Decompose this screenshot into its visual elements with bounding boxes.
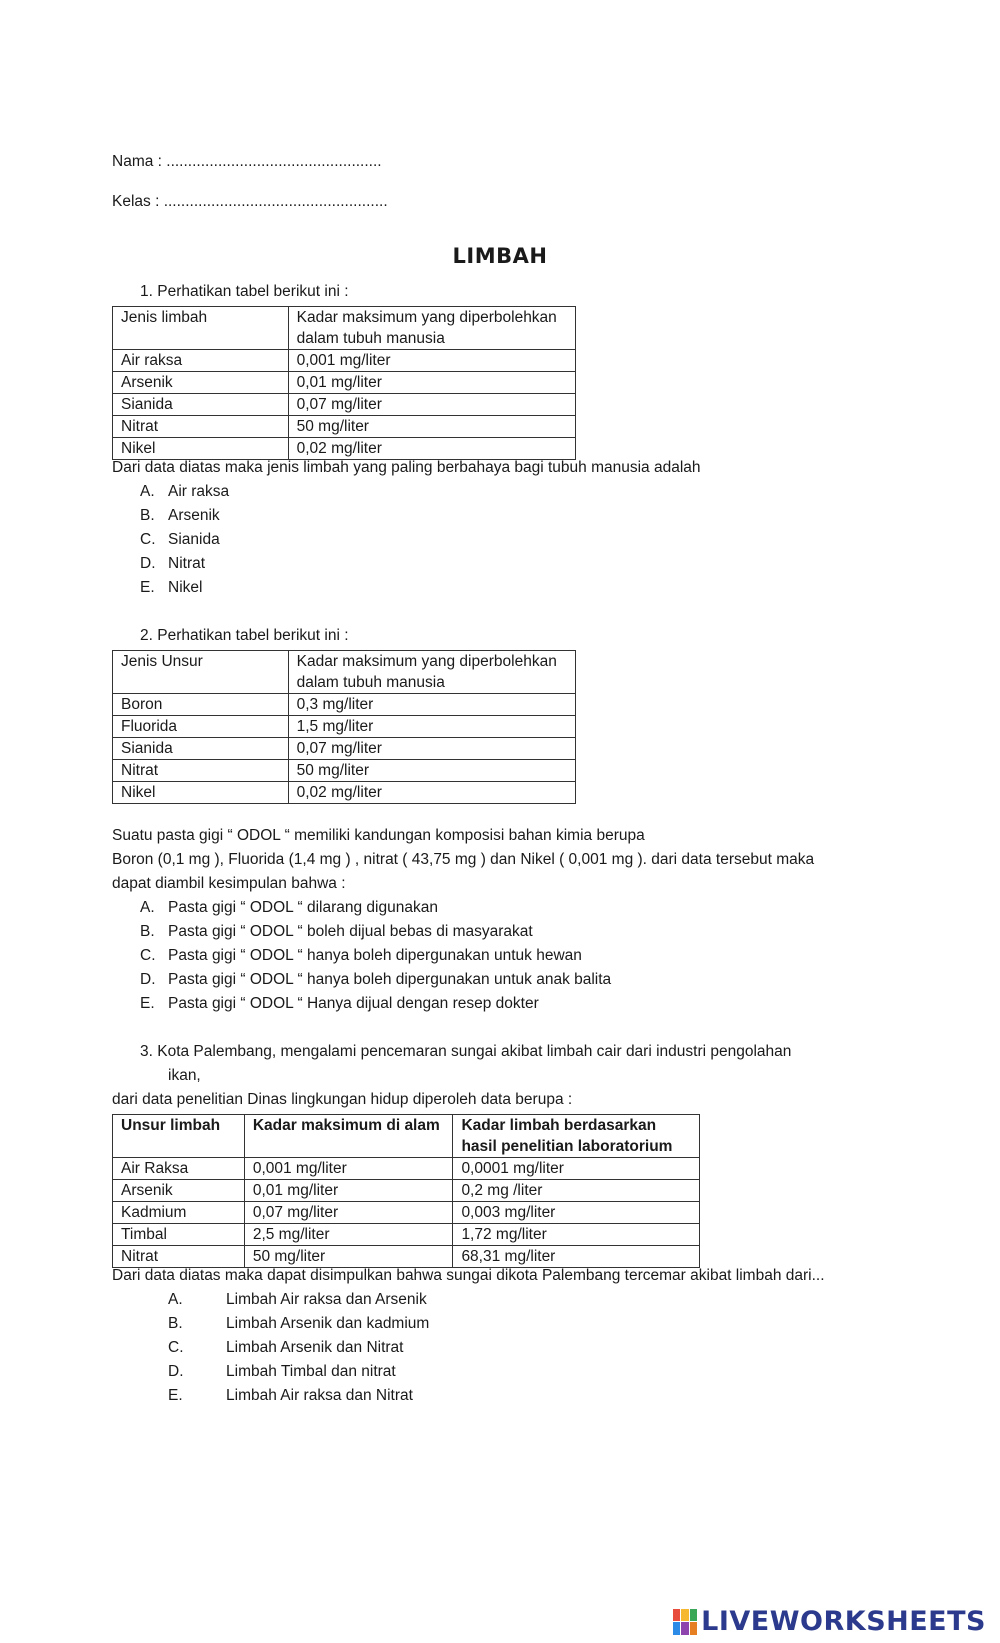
table-row xyxy=(113,760,576,782)
option-text: Nikel xyxy=(168,579,203,596)
q1-option-b[interactable] xyxy=(140,506,220,526)
q3-table xyxy=(112,1114,700,1268)
option-letter: A. xyxy=(168,1291,183,1308)
table-cell: Nitrat xyxy=(113,416,289,438)
table-cell: Fluorida xyxy=(113,716,289,738)
q2-question-line: Suatu pasta gigi “ ODOL “ memiliki kandungan komposisi bahan kimia berupa xyxy=(112,827,645,844)
option-letter: E. xyxy=(140,579,155,596)
option-letter: B. xyxy=(168,1315,183,1332)
name-field: Nama : .................................................. xyxy=(112,153,382,170)
table-cell: Arsenik xyxy=(113,1180,245,1202)
q2-option-d[interactable] xyxy=(140,970,611,990)
table-cell: Arsenik xyxy=(113,372,289,394)
table-cell: 0,02 mg/liter xyxy=(288,782,575,804)
liveworksheets-logo-icon xyxy=(673,1609,697,1635)
table-cell: 0,001 mg/liter xyxy=(244,1158,453,1180)
q3-option-b[interactable] xyxy=(168,1314,429,1334)
table-cell: Sianida xyxy=(113,738,289,760)
q2-option-e[interactable] xyxy=(140,994,539,1014)
option-text: Limbah Air raksa dan Arsenik xyxy=(226,1291,427,1308)
table-cell: 1,72 mg/liter xyxy=(453,1224,700,1246)
table-header-cell: Kadar limbah berdasarkan hasil penelitian laboratorium xyxy=(453,1115,700,1158)
option-letter: C. xyxy=(168,1339,184,1356)
table-cell: 0,001 mg/liter xyxy=(288,350,575,372)
table-row xyxy=(113,394,576,416)
liveworksheets-brand[interactable] xyxy=(673,1606,986,1637)
option-text: Arsenik xyxy=(168,507,220,524)
table-cell: Nitrat xyxy=(113,1246,245,1268)
option-text: Nitrat xyxy=(168,555,206,572)
table-header-cell: Kadar maksimum yang diperbolehkan dalam tubuh manusia xyxy=(288,307,575,350)
table-cell: 0,3 mg/liter xyxy=(288,694,575,716)
table-header-cell: Kadar maksimum yang diperbolehkan dalam tubuh manusia xyxy=(288,651,575,694)
table-cell: Timbal xyxy=(113,1224,245,1246)
table-row xyxy=(113,1224,700,1246)
option-letter: C. xyxy=(140,947,156,964)
table-header-cell: Jenis limbah xyxy=(113,307,289,350)
table-cell: Sianida xyxy=(113,394,289,416)
table-cell: 0,01 mg/liter xyxy=(244,1180,453,1202)
table-cell: 50 mg/liter xyxy=(288,760,575,782)
option-letter: B. xyxy=(140,923,155,940)
q3-intro-data: dari data penelitian Dinas lingkungan hidup diperoleh data berupa : xyxy=(112,1091,573,1108)
table-row xyxy=(113,738,576,760)
table-cell: 0,0001 mg/liter xyxy=(453,1158,700,1180)
table-cell: 50 mg/liter xyxy=(288,416,575,438)
option-text: Pasta gigi “ ODOL “ boleh dijual bebas di masyarakat xyxy=(168,923,533,940)
page-title: LIMBAH xyxy=(452,244,548,268)
option-letter: A. xyxy=(140,899,155,916)
table-cell: 0,07 mg/liter xyxy=(288,738,575,760)
table-header-cell: Kadar maksimum di alam xyxy=(244,1115,453,1158)
table-header-row xyxy=(113,1115,700,1158)
option-letter: C. xyxy=(140,531,156,548)
option-text: Limbah Arsenik dan Nitrat xyxy=(226,1339,404,1356)
q1-option-a[interactable] xyxy=(140,482,229,502)
option-letter: D. xyxy=(140,971,156,988)
q3-intro-cont: ikan, xyxy=(168,1067,201,1084)
option-letter: D. xyxy=(140,555,156,572)
option-text: Pasta gigi “ ODOL “ hanya boleh dipergunakan untuk hewan xyxy=(168,947,582,964)
table-row xyxy=(113,1180,700,1202)
q2-option-a[interactable] xyxy=(140,898,438,918)
table-cell: 1,5 mg/liter xyxy=(288,716,575,738)
q3-option-e[interactable] xyxy=(168,1386,413,1406)
option-letter: B. xyxy=(140,507,155,524)
table-cell: 0,02 mg/liter xyxy=(288,438,575,460)
table-header-cell: Unsur limbah xyxy=(113,1115,245,1158)
table-cell: Nikel xyxy=(113,782,289,804)
table-row xyxy=(113,438,576,460)
table-row xyxy=(113,694,576,716)
option-letter: D. xyxy=(168,1363,184,1380)
table-cell: 68,31 mg/liter xyxy=(453,1246,700,1268)
option-text: Limbah Timbal dan nitrat xyxy=(226,1363,396,1380)
table-cell: Air Raksa xyxy=(113,1158,245,1180)
q1-option-e[interactable] xyxy=(140,578,202,598)
table-row xyxy=(113,716,576,738)
option-letter: E. xyxy=(168,1387,183,1404)
table-header-row xyxy=(113,651,576,694)
option-text: Air raksa xyxy=(168,483,230,500)
table-header-cell: Jenis Unsur xyxy=(113,651,289,694)
q1-table xyxy=(112,306,576,460)
class-field: Kelas : .................................................... xyxy=(112,193,388,210)
table-row xyxy=(113,1158,700,1180)
table-cell: 2,5 mg/liter xyxy=(244,1224,453,1246)
q3-option-a[interactable] xyxy=(168,1290,427,1310)
option-text: Limbah Air raksa dan Nitrat xyxy=(226,1387,413,1404)
q3-option-c[interactable] xyxy=(168,1338,403,1358)
q2-intro: 2. Perhatikan tabel berikut ini : xyxy=(140,627,349,644)
q2-question-line: dapat diambil kesimpulan bahwa : xyxy=(112,875,346,892)
table-cell: 50 mg/liter xyxy=(244,1246,453,1268)
table-row xyxy=(113,416,576,438)
q3-question: Dari data diatas maka dapat disimpulkan bahwa sungai dikota Palembang tercemar akibat limbah dari... xyxy=(112,1267,825,1284)
q1-option-d[interactable] xyxy=(140,554,205,574)
q1-intro: 1. Perhatikan tabel berikut ini : xyxy=(140,283,349,300)
q2-option-c[interactable] xyxy=(140,946,582,966)
brand-name: LIVEWORKSHEETS xyxy=(701,1606,986,1637)
q1-option-c[interactable] xyxy=(140,530,220,550)
q3-intro: 3. Kota Palembang, mengalami pencemaran sungai akibat limbah cair dari industri pengolahan xyxy=(140,1043,792,1060)
table-cell: 0,2 mg /liter xyxy=(453,1180,700,1202)
table-cell: Nikel xyxy=(113,438,289,460)
table-row xyxy=(113,1246,700,1268)
table-cell: 0,01 mg/liter xyxy=(288,372,575,394)
q2-question-line: Boron (0,1 mg ), Fluorida (1,4 mg ) , nitrat ( 43,75 mg ) dan Nikel ( 0,001 mg ). dari data tersebut maka xyxy=(112,851,815,868)
table-cell: 0,003 mg/liter xyxy=(453,1202,700,1224)
table-cell: 0,07 mg/liter xyxy=(244,1202,453,1224)
option-text: Limbah Arsenik dan kadmium xyxy=(226,1315,430,1332)
option-letter: A. xyxy=(140,483,155,500)
table-cell: Boron xyxy=(113,694,289,716)
option-letter: E. xyxy=(140,995,155,1012)
table-row xyxy=(113,782,576,804)
option-text: Pasta gigi “ ODOL “ hanya boleh dipergunakan untuk anak balita xyxy=(168,971,612,988)
option-text: Pasta gigi “ ODOL “ dilarang digunakan xyxy=(168,899,438,916)
table-header-row xyxy=(113,307,576,350)
table-cell: Kadmium xyxy=(113,1202,245,1224)
q1-question: Dari data diatas maka jenis limbah yang paling berbahaya bagi tubuh manusia adalah xyxy=(112,459,701,476)
table-row xyxy=(113,1202,700,1224)
table-row xyxy=(113,350,576,372)
table-row xyxy=(113,372,576,394)
q3-option-d[interactable] xyxy=(168,1362,396,1382)
option-text: Sianida xyxy=(168,531,220,548)
table-cell: Air raksa xyxy=(113,350,289,372)
option-text: Pasta gigi “ ODOL “ Hanya dijual dengan resep dokter xyxy=(168,995,539,1012)
table-cell: 0,07 mg/liter xyxy=(288,394,575,416)
q2-option-b[interactable] xyxy=(140,922,533,942)
q2-table xyxy=(112,650,576,804)
table-cell: Nitrat xyxy=(113,760,289,782)
